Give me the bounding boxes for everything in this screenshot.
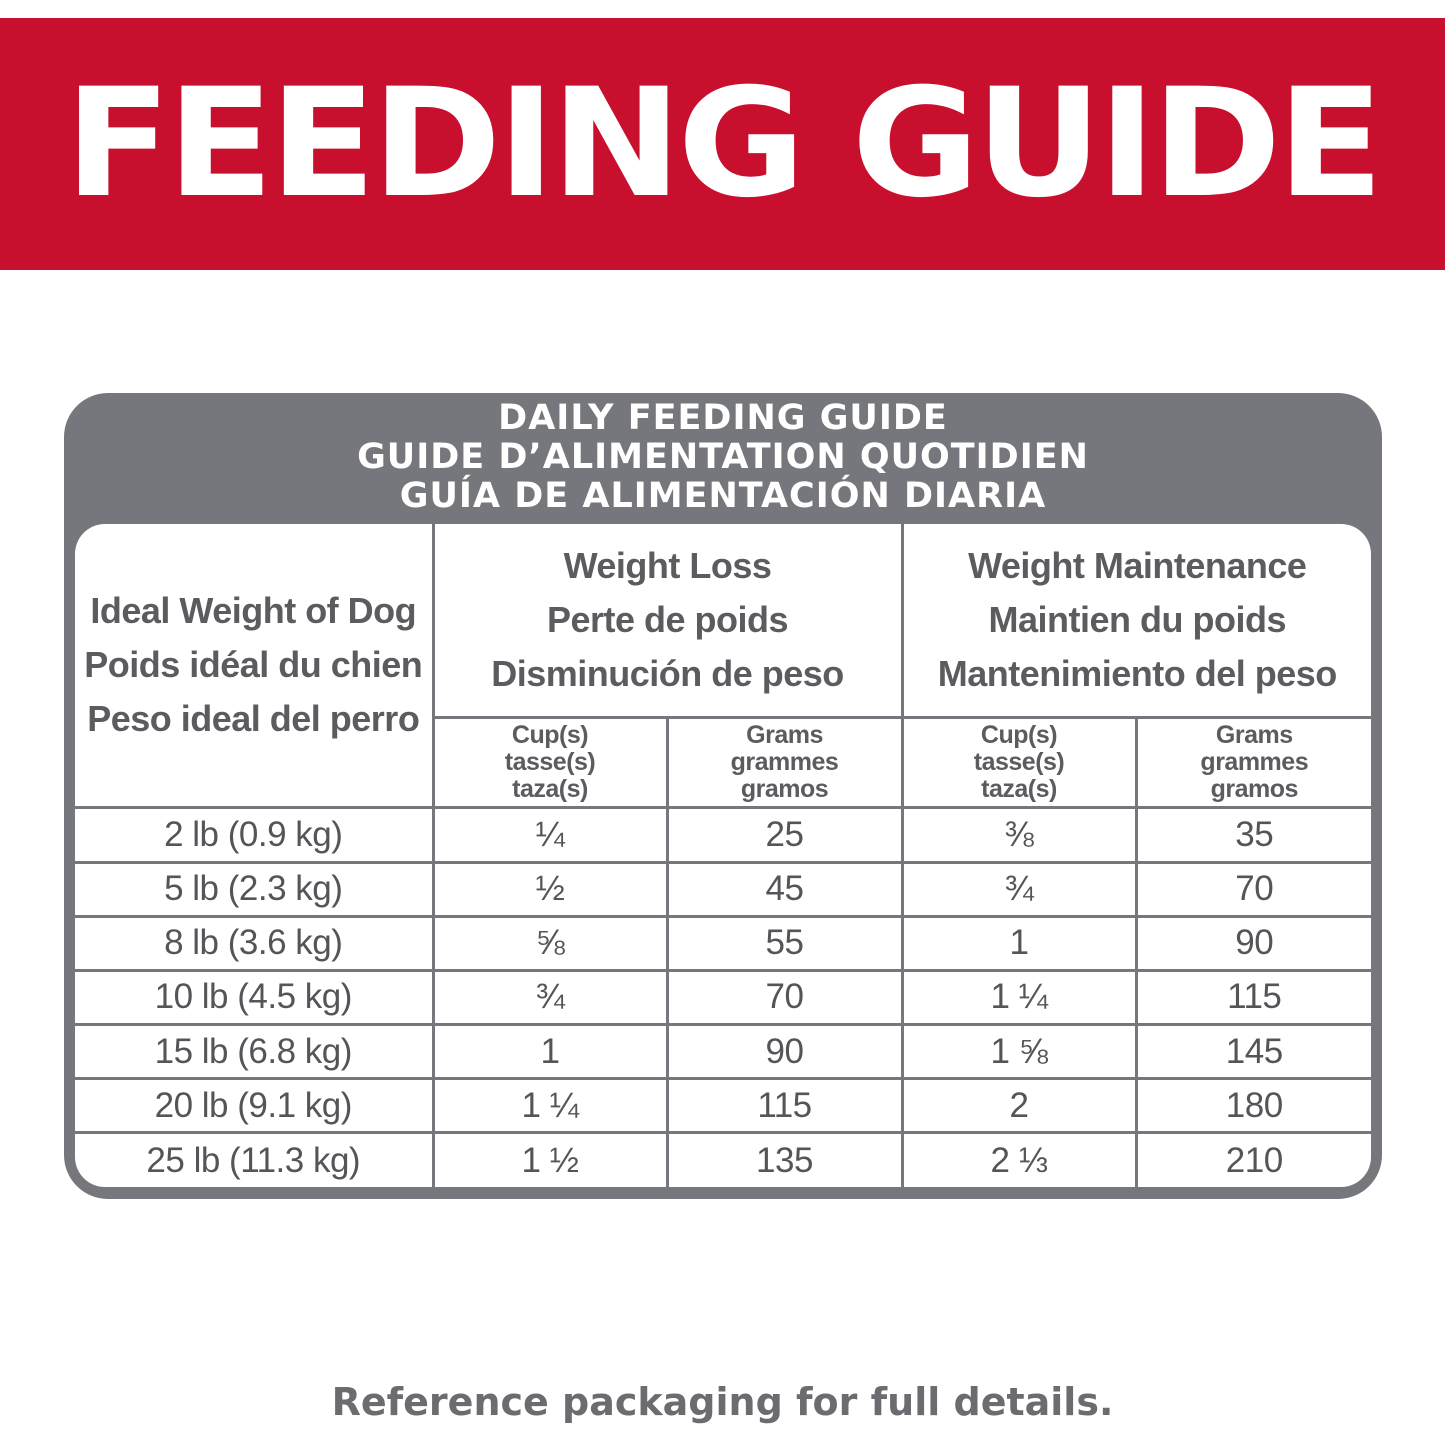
loss-cups-cell: 1 (433, 1024, 667, 1078)
weight-cell: 5 lb (2.3 kg) (75, 862, 433, 916)
loss-cups-cell: 1 ½ (433, 1133, 667, 1187)
guide-title (64, 399, 1382, 516)
table-row (75, 1024, 1371, 1078)
subheader-loss-grams: Grams grammes gramos (667, 718, 902, 808)
loss-cups-cell: ½ (433, 862, 667, 916)
maint-grams-cell: 145 (1136, 1024, 1371, 1078)
table-row (75, 970, 1371, 1024)
loss-grams-cell: 25 (667, 808, 902, 862)
page-title: FEEDING GUIDE (65, 57, 1380, 231)
feeding-table-container (75, 524, 1371, 1187)
subheader-loss-cups: Cup(s) tasse(s) taza(s) (433, 718, 667, 808)
loss-grams-cell: 90 (667, 1024, 902, 1078)
table-row (75, 1079, 1371, 1133)
maint-grams-cell: 210 (1136, 1133, 1371, 1187)
maint-cups-cell: ¾ (902, 862, 1136, 916)
title-banner (0, 18, 1445, 270)
maint-cups-cell: 1 ⅝ (902, 1024, 1136, 1078)
loss-grams-cell: 55 (667, 916, 902, 970)
subheader-maint-cups: Cup(s) tasse(s) taza(s) (902, 718, 1136, 808)
loss-cups-cell: ⅝ (433, 916, 667, 970)
maint-grams-cell: 70 (1136, 862, 1371, 916)
maint-grams-cell: 180 (1136, 1079, 1371, 1133)
table-row (75, 808, 1371, 862)
loss-cups-cell: 1 ¼ (433, 1079, 667, 1133)
weight-cell: 15 lb (6.8 kg) (75, 1024, 433, 1078)
table-body (75, 808, 1371, 1187)
weight-cell: 8 lb (3.6 kg) (75, 916, 433, 970)
header-ideal-weight: Ideal Weight of Dog Poids idéal du chien Peso ideal del perro (75, 524, 433, 808)
loss-grams-cell: 135 (667, 1133, 902, 1187)
maint-grams-cell: 115 (1136, 970, 1371, 1024)
loss-grams-cell: 115 (667, 1079, 902, 1133)
loss-grams-cell: 70 (667, 970, 902, 1024)
table-row (75, 862, 1371, 916)
feeding-table (75, 524, 1371, 1187)
weight-cell: 2 lb (0.9 kg) (75, 808, 433, 862)
weight-cell: 25 lb (11.3 kg) (75, 1133, 433, 1187)
guide-title-fr: GUIDE D’ALIMENTATION QUOTIDIEN (357, 437, 1089, 477)
loss-cups-cell: ¾ (433, 970, 667, 1024)
daily-feeding-guide-panel (64, 393, 1382, 1199)
guide-title-es: GUÍA DE ALIMENTACIÓN DIARIA (399, 476, 1047, 516)
table-row (75, 1133, 1371, 1187)
maint-grams-cell: 90 (1136, 916, 1371, 970)
maint-grams-cell: 35 (1136, 808, 1371, 862)
weight-cell: 20 lb (9.1 kg) (75, 1079, 433, 1133)
maint-cups-cell: ⅜ (902, 808, 1136, 862)
maint-cups-cell: 2 (902, 1079, 1136, 1133)
loss-grams-cell: 45 (667, 862, 902, 916)
table-row (75, 916, 1371, 970)
header-weight-maintenance: Weight Maintenance Maintien du poids Mantenimiento del peso (902, 524, 1371, 718)
subheader-maint-grams: Grams grammes gramos (1136, 718, 1371, 808)
maint-cups-cell: 2 ⅓ (902, 1133, 1136, 1187)
maint-cups-cell: 1 (902, 916, 1136, 970)
maint-cups-cell: 1 ¼ (902, 970, 1136, 1024)
loss-cups-cell: ¼ (433, 808, 667, 862)
footer-note: Reference packaging for full details. (331, 1380, 1114, 1424)
weight-cell: 10 lb (4.5 kg) (75, 970, 433, 1024)
header-weight-loss: Weight Loss Perte de poids Disminución de peso (433, 524, 902, 718)
guide-title-en: DAILY FEEDING GUIDE (498, 398, 948, 438)
